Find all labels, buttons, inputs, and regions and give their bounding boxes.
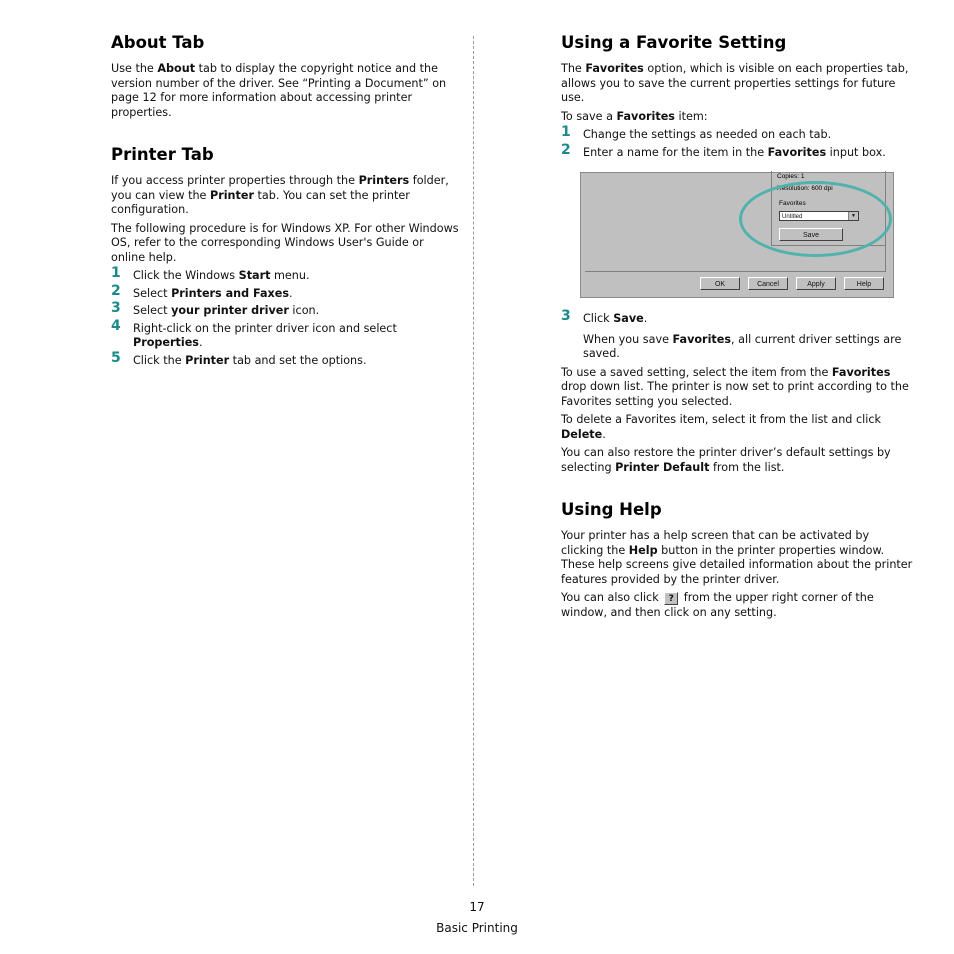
favorite-step-3: 3 Click Save. (561, 308, 648, 325)
left-column (111, 30, 461, 371)
favorite-use-text: To use a saved setting, select the item from the Favorites drop down list. The printer is now set to print according to the Favorites setting you selected. (561, 365, 909, 408)
favorite-delete-text: To delete a Favorites item, select it from the list and click Delete. (561, 413, 881, 441)
help-question-icon: ? (664, 592, 678, 605)
favorite-setting-heading: Using a Favorite Setting (561, 33, 787, 52)
copies-text: Copies: 1 (777, 173, 805, 180)
help-intro: Your printer has a help screen that can be activated by clicking the Help button in the printer properties window. These help screens give detailed information about the printer features provided by the printer driver. (561, 529, 913, 586)
right-column (561, 30, 913, 624)
help-icon-text: You can also click ? from the upper right corner of the window, and then click on any setting. (561, 591, 874, 619)
ok-button[interactable]: OK (700, 277, 740, 290)
apply-button[interactable]: Apply (796, 277, 836, 290)
favorites-label: Favorites (779, 200, 806, 207)
printer-step-5: 5 Click the Printer tab and set the options. (111, 349, 367, 367)
favorite-intro: The Favorites option, which is visible on each properties tab, allows you to save the current properties settings for future use. (561, 62, 909, 104)
favorites-dialog-screenshot (580, 172, 894, 298)
page-number: 17 (469, 900, 485, 914)
about-tab-heading: About Tab (111, 33, 205, 52)
using-help-heading: Using Help (561, 500, 662, 519)
favorite-restore-text: You can also restore the printer driver’s default settings by selecting Printer Default from the list. (561, 446, 891, 474)
about-tab-text: Use the About tab to display the copyright notice and the version number of the driver. See “Printing a Document” on page 12 for more information about accessing printer properties. (111, 62, 447, 119)
printer-tab-note: The following procedure is for Windows XP. For other Windows OS, refer to the corresponding Windows User's Guide or online help. (111, 221, 459, 264)
resolution-text: Resolution: 600 dpi (777, 185, 833, 192)
dropdown-arrow-icon[interactable]: ▼ (848, 212, 858, 220)
printer-tab-intro: If you access printer properties through the Printers folder, you can view the Printer tab. You can set the printer configuration. (111, 174, 449, 216)
printer-tab-heading: Printer Tab (111, 145, 214, 164)
favorites-combo[interactable]: Untitled ▼ (779, 211, 859, 221)
highlight-ellipse (739, 181, 892, 257)
favorite-step-3-note: When you save Favorites, all current driver settings are saved. (583, 332, 902, 360)
printer-step-2: 2 Select Printers and Faxes. (111, 282, 293, 300)
printer-step-3: 3 Select your printer driver icon. (111, 300, 320, 317)
favorite-save-intro: To save a Favorites item: (561, 109, 708, 123)
save-button[interactable]: Save (779, 228, 843, 241)
footer-section-name: Basic Printing (436, 921, 518, 935)
printer-step-4: 4 Right-click on the printer driver icon and select Properties. (111, 317, 397, 349)
favorite-step-1: 1 Change the settings as needed on each tab. (561, 124, 832, 141)
printer-step-1: 1 Click the Windows Start menu. (111, 265, 310, 282)
column-divider (473, 36, 474, 886)
favorite-step-2: 2 Enter a name for the item in the Favorites input box. (561, 141, 886, 159)
help-button[interactable]: Help (844, 277, 884, 290)
cancel-button[interactable]: Cancel (748, 277, 788, 290)
